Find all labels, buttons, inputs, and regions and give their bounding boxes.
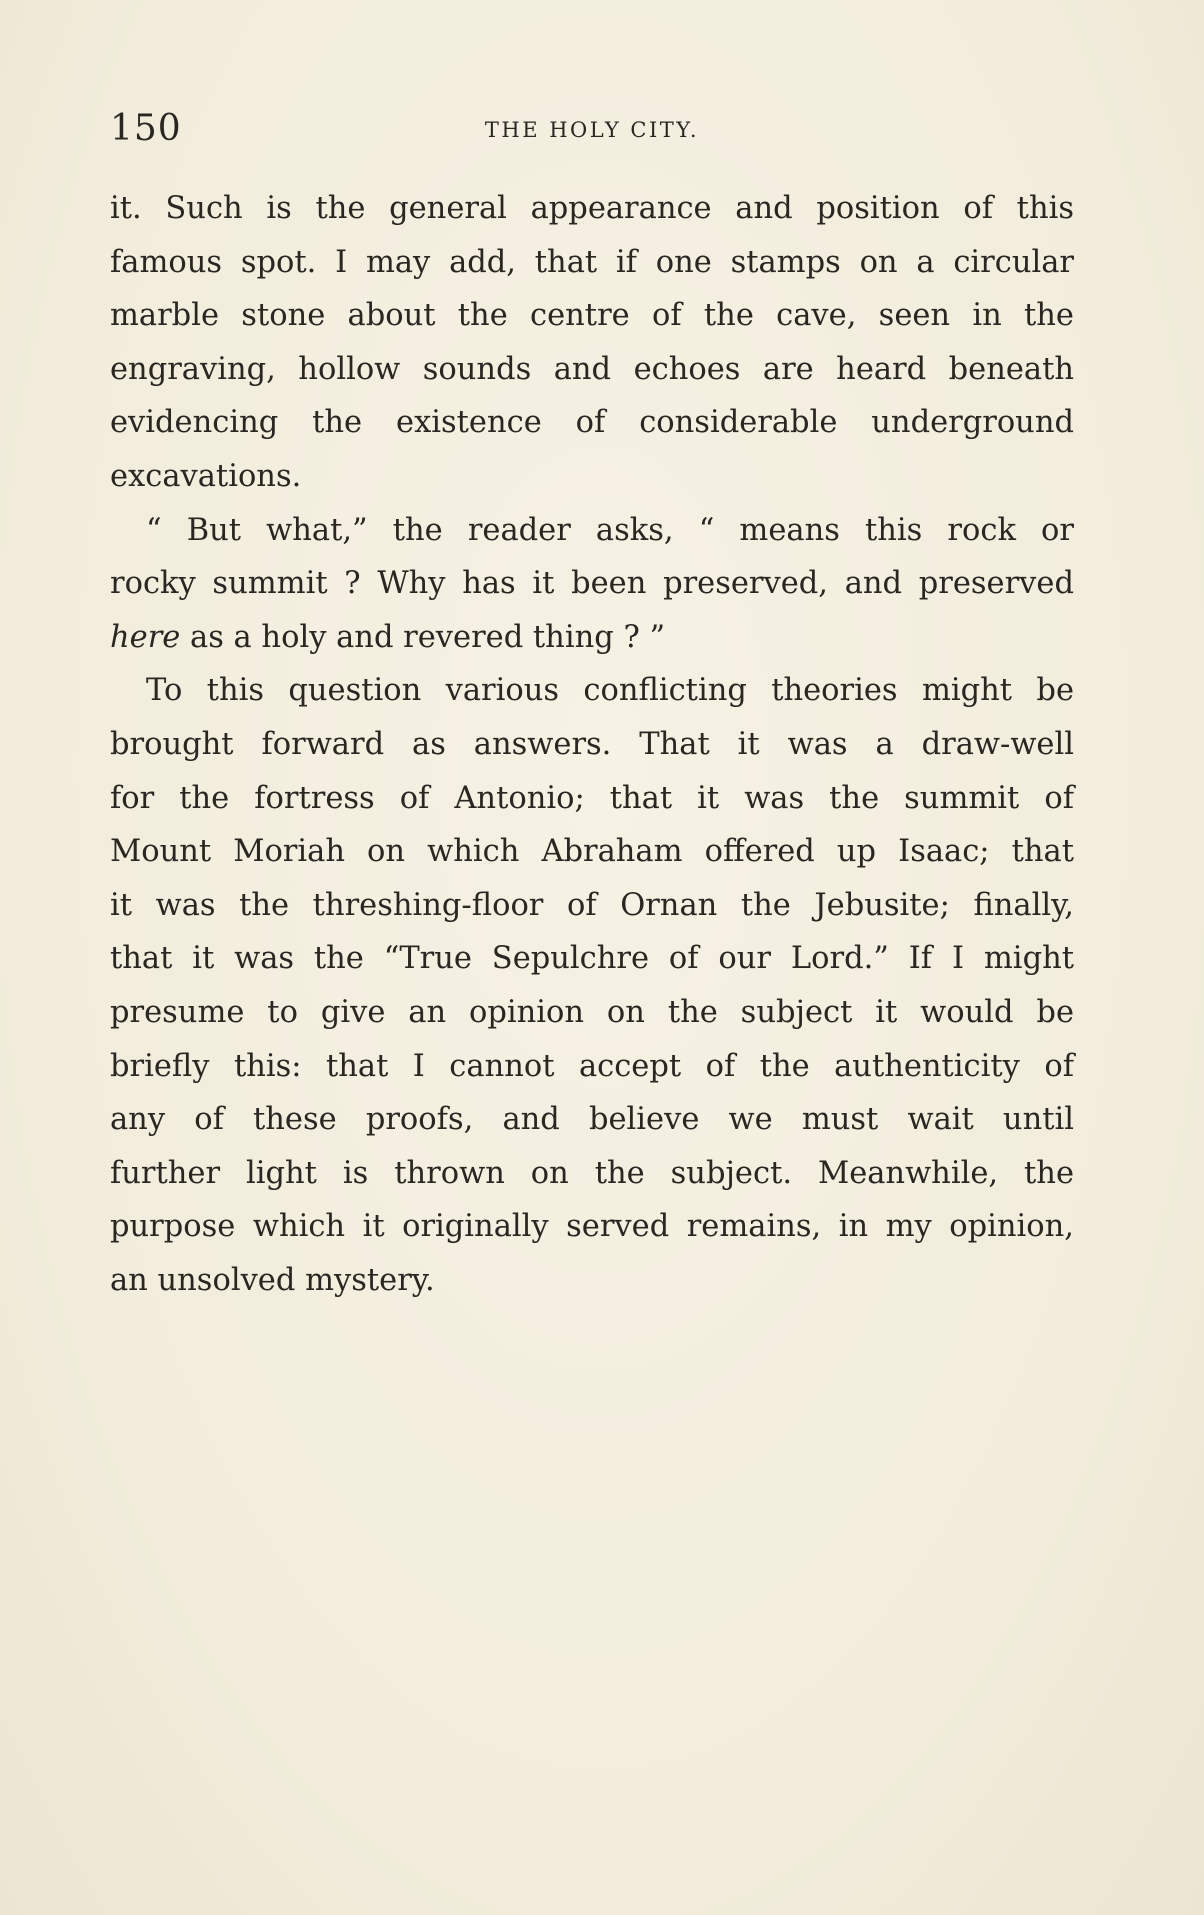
text-line: briefly this: that I cannot accept of the authenticity of bbox=[110, 1048, 1074, 1084]
text-line: Mount Moriah on which Abraham offered up Isaac; that bbox=[110, 834, 1074, 870]
text-line: rocky summit ? Why has it been preserved, and preserved bbox=[110, 566, 1074, 602]
text-line: purpose which it originally served remains, in my opinion, bbox=[110, 1209, 1074, 1245]
italic-word: here bbox=[110, 619, 181, 655]
text-line: To this question various conflicting theories might be bbox=[146, 673, 1074, 709]
text-line: presume to give an opinion on the subject it would be bbox=[110, 994, 1074, 1030]
body-text bbox=[110, 182, 1074, 1307]
text-line: for the fortress of Antonio; that it was the summit of bbox=[110, 780, 1074, 816]
text-line: engraving, hollow sounds and echoes are heard beneath bbox=[110, 351, 1074, 387]
text-line: any of these proofs, and believe we must wait until bbox=[110, 1102, 1074, 1138]
text-line: an unsolved mystery. bbox=[110, 1262, 435, 1298]
running-title: THE HOLY CITY. bbox=[484, 118, 700, 142]
text-line: marble stone about the centre of the cave, seen in the bbox=[110, 298, 1074, 334]
text-line: evidencing the existence of considerable underground bbox=[110, 405, 1074, 441]
text-line: here as a holy and revered thing ? ” bbox=[110, 619, 666, 655]
text-line: excavations. bbox=[110, 458, 302, 494]
text-line: that it was the “True Sepulchre of our Lord.” If I might bbox=[110, 941, 1074, 977]
text-line: “ But what,” the reader asks, “ means this rock or bbox=[146, 512, 1074, 548]
text-line: brought forward as answers. That it was a draw-well bbox=[110, 726, 1074, 762]
text-line: famous spot. I may add, that if one stamps on a circular bbox=[110, 244, 1074, 280]
page-number: 150 bbox=[110, 108, 182, 149]
page-header bbox=[110, 108, 1074, 148]
text-line: it. Such is the general appearance and position of this bbox=[110, 191, 1074, 226]
text-line: further light is thrown on the subject. Meanwhile, the bbox=[110, 1155, 1074, 1191]
text-line: it was the threshing-floor of Ornan the Jebusite; finally, bbox=[110, 887, 1074, 923]
